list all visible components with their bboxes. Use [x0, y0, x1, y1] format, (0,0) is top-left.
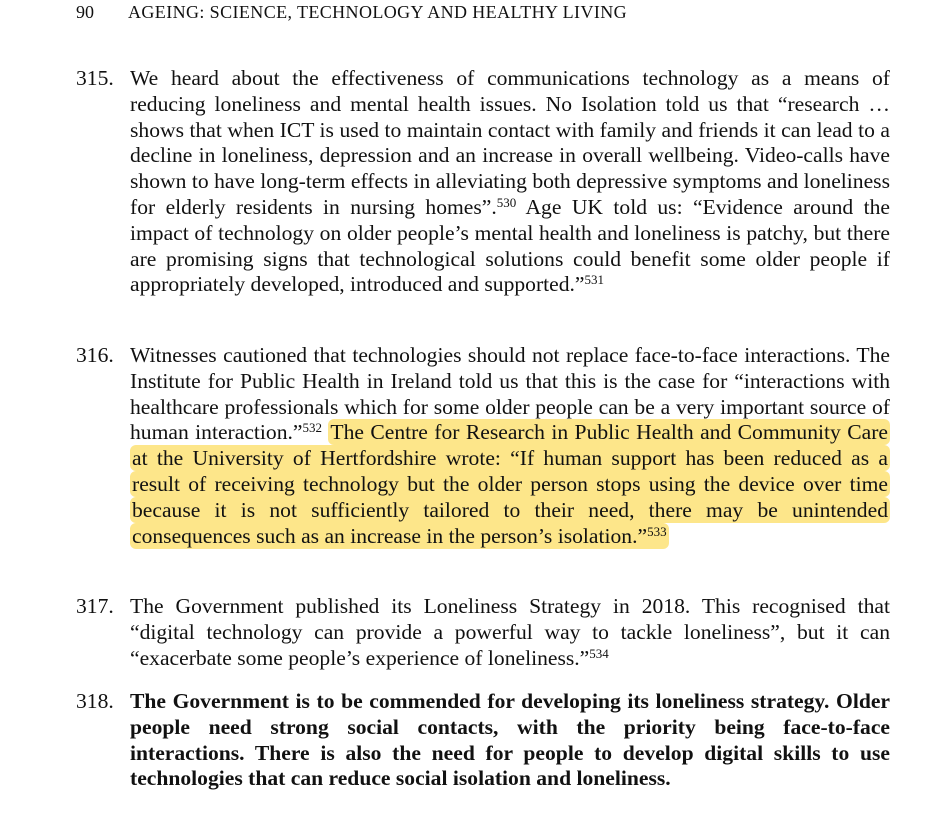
paragraph-text — [130, 689, 890, 792]
paragraph-number: 315. — [76, 66, 114, 90]
running-header — [76, 0, 627, 24]
footnote-ref[interactable]: 530 — [496, 194, 517, 210]
footnote-ref[interactable]: 533 — [647, 523, 667, 539]
paragraph-317 — [76, 594, 890, 671]
paragraph-text — [130, 594, 890, 671]
running-title: AGEING: SCIENCE, TECHNOLOGY AND HEALTHY LIVING — [128, 1, 628, 22]
highlighted-text: The Centre for Research in Public Health and Community Care at the University of Hertfordshire wrote: “If human support has been reduced as a result of receiving technology but the older person stops using the device over time because it is not sufficiently tailored to their need, there may be unintended consequences such as an increase in the person’s isolation.” — [132, 420, 888, 548]
paragraph-number: 317. — [76, 594, 114, 618]
paragraph-318 — [76, 689, 890, 792]
paragraph-315 — [76, 66, 890, 298]
paragraph-text-part: The Government is to be commended for developing its loneliness strategy. Older people need strong social contacts, with the priority being face-to-face interactions. There is also the need for people to develop digital skills to use technologies that can reduce social isolation and loneliness. — [130, 689, 890, 791]
paragraph-text — [130, 343, 890, 549]
paragraph-316 — [76, 343, 890, 549]
paragraph-text — [130, 66, 890, 298]
footnote-ref[interactable]: 534 — [589, 645, 609, 661]
paragraph-text-part: Age UK told us: “Evidence around the impact of technology on older people’s mental health and loneliness is patchy, but there are promising signs that technological solutions could benefit some older people if appropriately developed, introduced and supported.” — [130, 194, 890, 297]
footnote-ref[interactable]: 532 — [302, 420, 322, 436]
page-number: 90 — [76, 1, 94, 22]
paragraph-text-part: The Government published its Loneliness Strategy in 2018. This recognised that “digital technology can provide a powerful way to tackle loneliness”, but it can “exacerbate some people’s experience of loneliness.” — [130, 594, 890, 670]
paragraph-text-part: We heard about the effectiveness of communications technology as a means of reducing loneliness and mental health issues. No Isolation told us that “research … shows that when ICT is used to maintain contact with family and friends it can lead to a decline in loneliness, depression and an increase in overall wellbeing. Video-calls have shown to have long-term effects in alleviating both depressive symptoms and loneliness for elderly residents in nursing homes”. — [130, 66, 890, 219]
paragraph-number: 318. — [76, 689, 114, 713]
paragraph-text-part: Witnesses cautioned that technologies should not replace face-to-face interactions. The Institute for Public Health in Ireland told us that this is the case for “interactions with healthcare professionals which for some older people can be a very important source of human interaction.” — [130, 343, 890, 445]
footnote-ref[interactable]: 531 — [584, 272, 605, 288]
paragraph-number: 316. — [76, 343, 114, 367]
